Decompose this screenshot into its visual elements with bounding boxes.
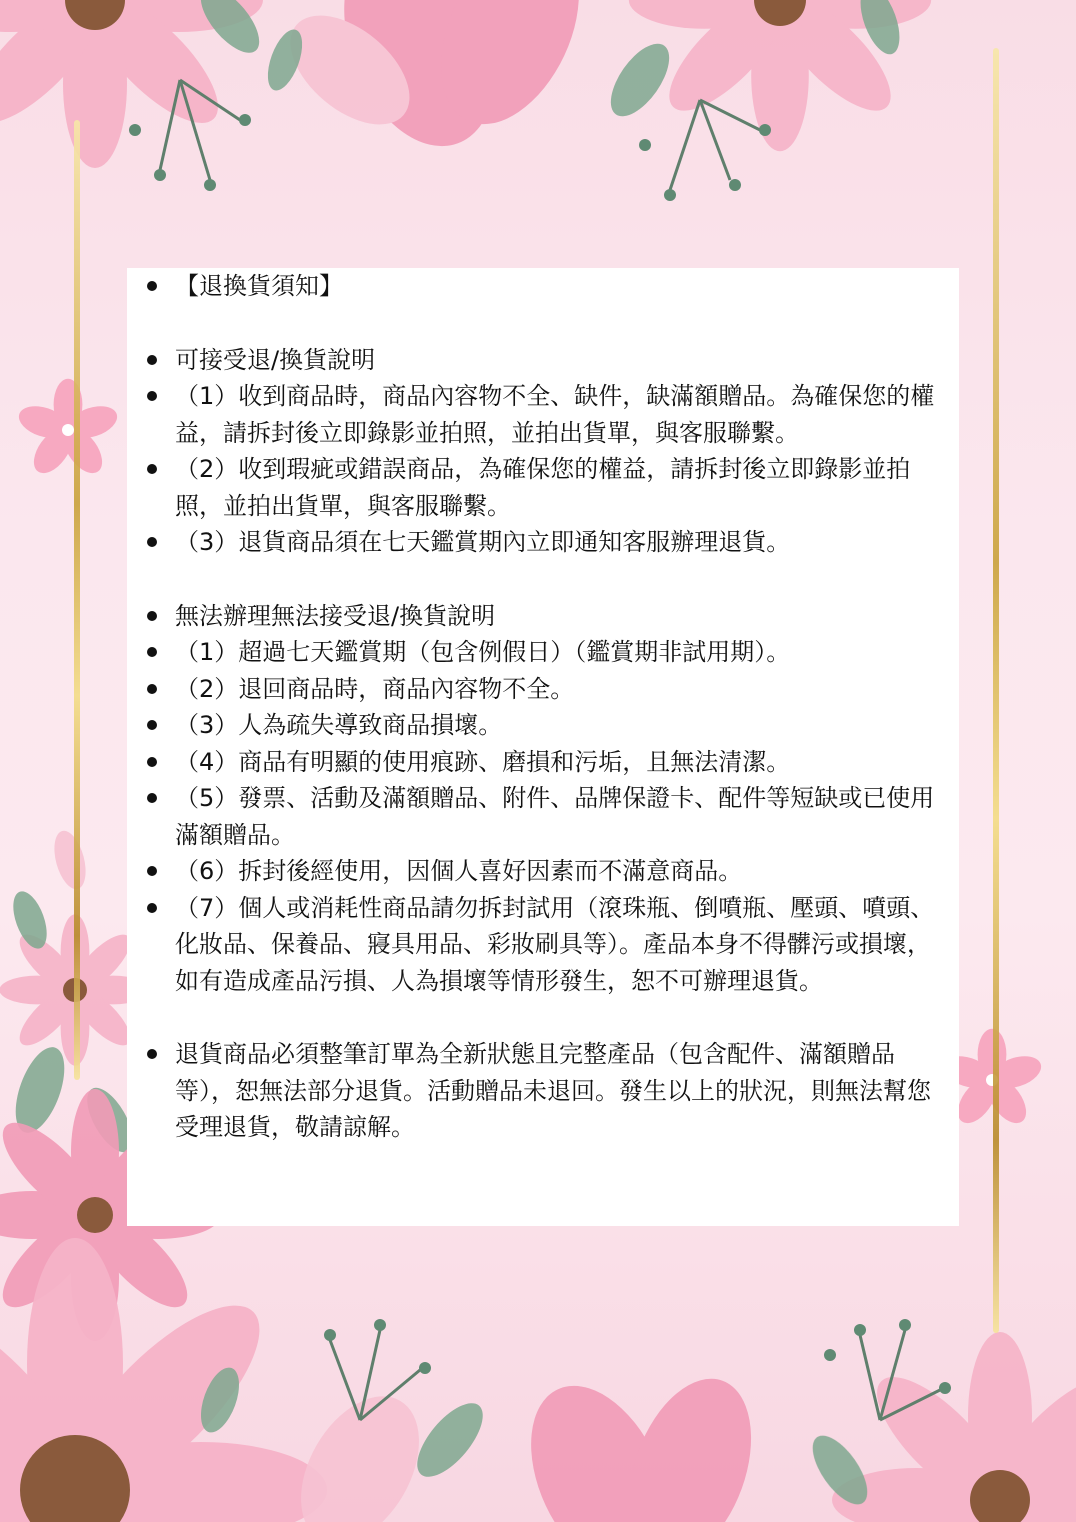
reject-item: （6）拆封後經使用，因個人喜好因素而不滿意商品。 <box>127 853 959 890</box>
gold-line-left <box>74 120 80 1080</box>
closing-note: 退貨商品必須整筆訂單為全新狀態且完整產品（包含配件、滿額贈品等），恕無法部分退貨。活動贈品未退回。發生以上的狀況，則無法幫您受理退貨，敬請諒解。 <box>127 1036 959 1146</box>
reject-item: （4）商品有明顯的使用痕跡、磨損和污垢，且無法清潔。 <box>127 744 959 781</box>
spacer <box>127 305 959 342</box>
reject-item: （1）超過七天鑑賞期（包含例假日）（鑑賞期非試用期）。 <box>127 634 959 671</box>
spacer <box>127 561 959 598</box>
return-notice-list <box>127 268 959 1146</box>
accept-item: （1）收到商品時，商品內容物不全、缺件，缺滿額贈品。為確保您的權益，請拆封後立即錄影並拍照，並拍出貨單，與客服聯繫。 <box>127 378 959 451</box>
stems-bottom <box>330 1330 940 1420</box>
reject-item: （7）個人或消耗性商品請勿拆封試用（滾珠瓶、倒噴瓶、壓頭、噴頭、化妝品、保養品、寢具用品、彩妝刷具等）。產品本身不得髒污或損壞，如有造成產品污損、人為損壞等情形發生，恕不可辦理退貨。 <box>127 890 959 1000</box>
flower-bottom-right <box>832 1332 1076 1522</box>
spacer <box>127 999 959 1036</box>
reject-item: （3）人為疏失導致商品損壞。 <box>127 707 959 744</box>
accept-item: （2）收到瑕疵或錯誤商品，為確保您的權益，請拆封後立即錄影並拍照，並拍出貨單，與客服聯繫。 <box>127 451 959 524</box>
gold-line-right <box>993 48 999 1333</box>
reject-heading: 無法辦理無法接受退/換貨說明 <box>127 598 959 635</box>
flower-bottom-middle <box>277 1362 774 1522</box>
flower-top-middle <box>271 0 607 167</box>
accept-heading: 可接受退/換貨說明 <box>127 342 959 379</box>
accept-item: （3）退貨商品須在七天鑑賞期內立即通知客服辦理退貨。 <box>127 524 959 561</box>
notice-title: 【退換貨須知】 <box>127 268 959 305</box>
berries-bottom <box>324 1319 951 1394</box>
reject-item: （5）發票、活動及滿額贈品、附件、品牌保證卡、配件等短缺或已使用滿額贈品。 <box>127 780 959 853</box>
reject-item: （2）退回商品時，商品內容物不全。 <box>127 671 959 708</box>
